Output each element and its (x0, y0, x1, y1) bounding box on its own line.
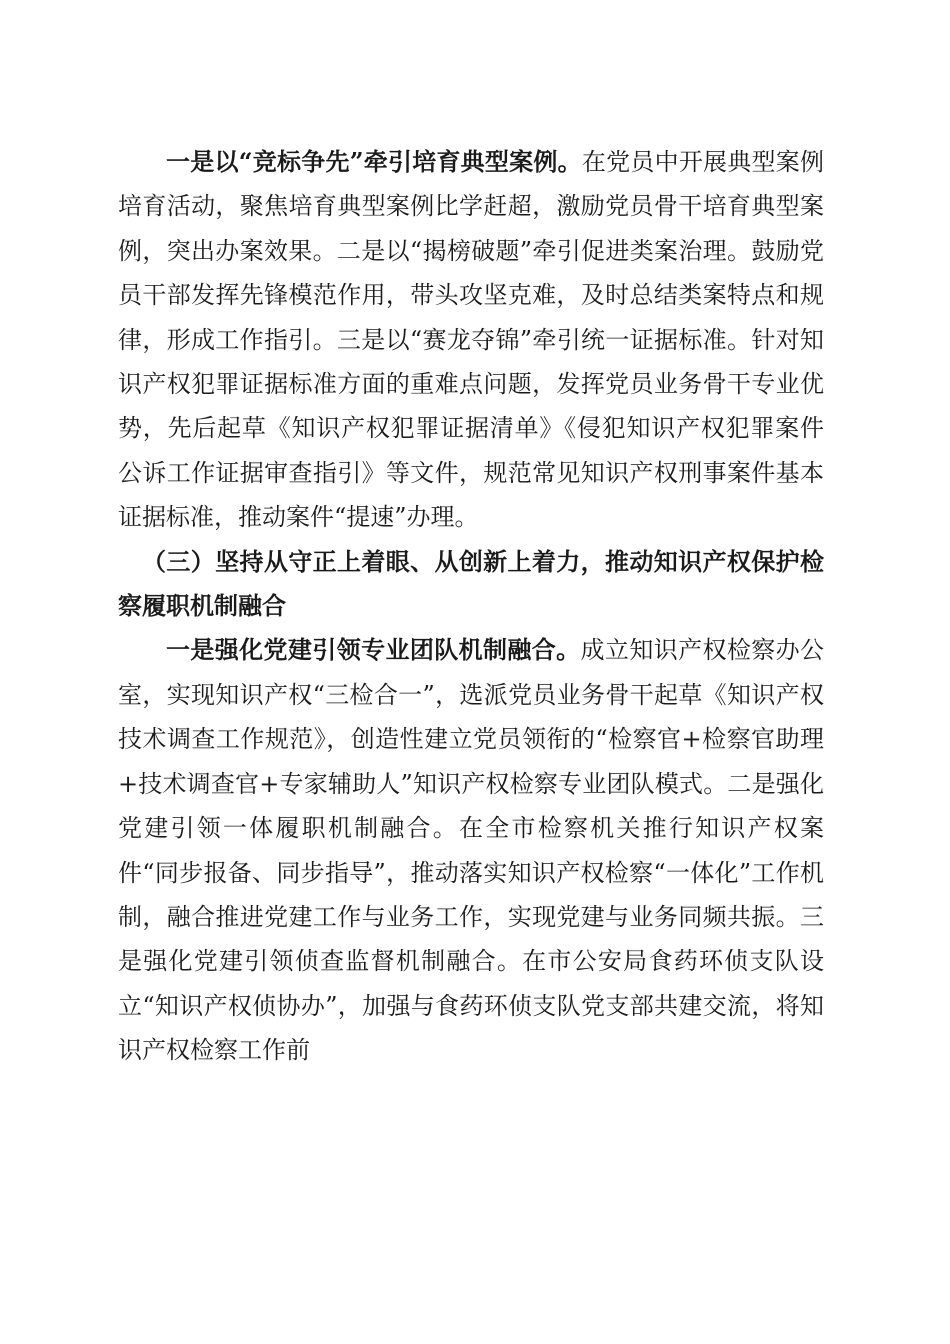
paragraph-mechanism-integration (118, 628, 824, 1072)
document-body (118, 140, 824, 1073)
paragraph-typical-cases (118, 140, 824, 540)
section-heading: （三）坚持从守正上着眼、从创新上着力，推动知识产权保护检察履职机制融合 (118, 546, 824, 621)
paragraph-lead-sentence: 一是强化党建引领专业团队机制融合。 (166, 635, 581, 665)
paragraph-body-text: 在党员中开展典型案例培育活动，聚焦培育典型案例比学赶超，激励党员骨干培育典型案例，突出办案效果。二是以“揭榜破题”牵引促进类案治理。鼓励党员干部发挥先锋模范作用，带头攻坚克难，及时总结类案特点和规律，形成工作指引。三是以“赛龙夺锦”牵引统一证据标准。针对知识产权犯罪证据标准方面的重难点问题，发挥党员业务骨干专业优势，先后起草《知识产权犯罪证据清单》《侵犯知识产权犯罪案件公诉工作证据审查指引》等文件，规范常见知识产权刑事案件基本证据标准，推动案件“提速”办理。 (118, 148, 825, 532)
paragraph-lead-sentence: 一是以“竞标争先”牵引培育典型案例。 (166, 147, 582, 176)
paragraph-body-text: 成立知识产权检察办公室，实现知识产权“三检合一”，选派党员业务骨干起草《知识产权技术调查工作规范》，创造性建立党员领衔的“检察官+检察官助理+技术调查官+专家辅助人”知识产权检察专业团队模式。二是强化党建引领一体履职机制融合。在全市检察机关推行知识产权案件“同步报备、同步指导”，推动落实知识产权检察“一体化”工作机制，融合推进党建工作与业务工作，实现党建与业务同频共振。三是强化党建引领侦查监督机制融合。在市公安局食药环侦支队设立“知识产权侦协办”，加强与食药环侦支队党支部共建交流，将知识产权检察工作前 (118, 636, 825, 1065)
